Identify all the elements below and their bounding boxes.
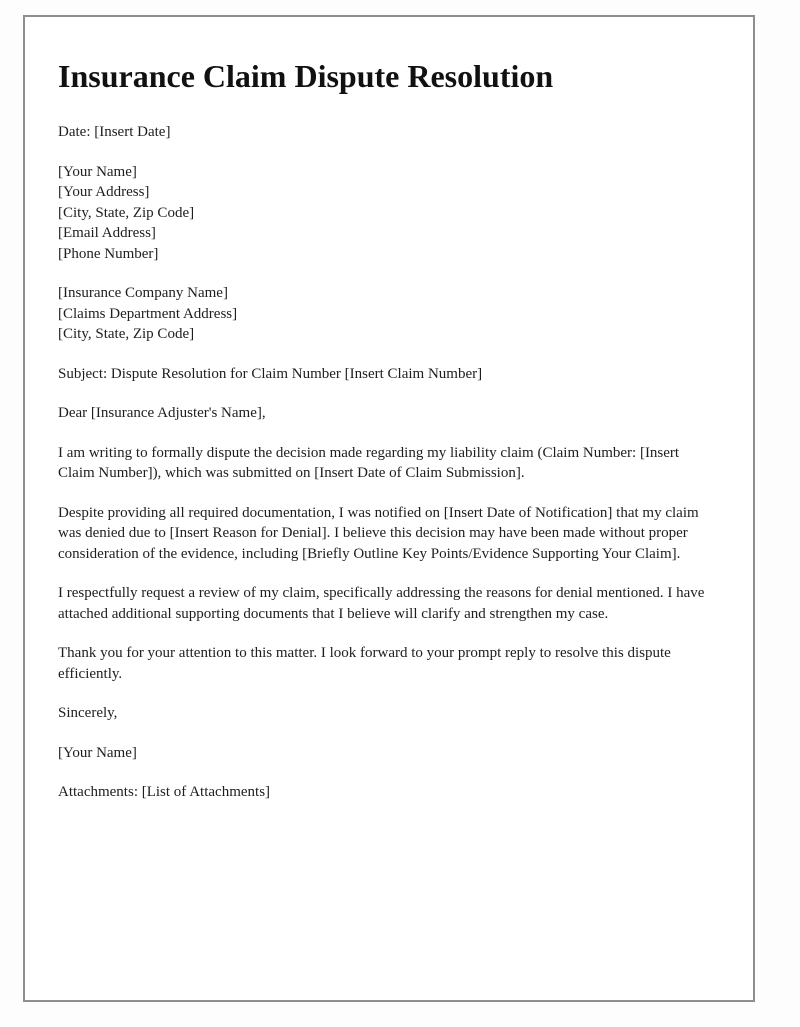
paragraph-text: I respectfully request a review of my claim, specifically addressing the reasons for denial mentioned. I have attached additional supporting documents that I believe will clarify and strengthen my case. [58, 585, 705, 622]
body-paragraph-4 [58, 643, 717, 684]
salutation-block [58, 403, 717, 424]
signature-line: [Your Name] [58, 744, 137, 761]
paragraph-text: Despite providing all required documentation, I was notified on [Insert Date of Notification] that my claim was denied due to [Insert Reason for Denial]. I believe this decision may have been made without proper consideration of the evidence, including [Briefly Outline Key Points/Evidence Supporting Your Claim]. [58, 504, 699, 562]
signature-block [58, 743, 717, 764]
body-paragraph-3 [58, 583, 717, 624]
sender-address-line: [Your Address] [58, 184, 150, 200]
paragraph-text: Thank you for your attention to this matter. I look forward to your prompt reply to resolve this dispute efficiently. [58, 645, 671, 682]
date-line: Date: [Insert Date] [58, 124, 171, 140]
sender-email-line: [Email Address] [58, 225, 156, 241]
sender-phone-line: [Phone Number] [58, 245, 159, 262]
subject-block [58, 364, 717, 385]
paragraph-text: I am writing to formally dispute the decision made regarding my liability claim (Claim Number: [Insert Claim Number]), which was submitted on [Insert Date of Claim Submission]. [58, 444, 680, 481]
date-block [58, 122, 717, 143]
subject-line: Subject: Dispute Resolution for Claim Number [Insert Claim Number] [58, 365, 483, 382]
salutation-line: Dear [Insurance Adjuster's Name], [58, 405, 266, 421]
recipient-address-block [58, 283, 717, 345]
sender-name-line: [Your Name] [58, 163, 137, 180]
closing-line: Sincerely, [58, 705, 118, 721]
recipient-company-line: [Insurance Company Name] [58, 285, 228, 301]
body-paragraph-1 [58, 443, 717, 484]
sender-city-line: [City, State, Zip Code] [58, 204, 195, 221]
closing-block [58, 703, 717, 724]
attachments-block [58, 782, 717, 803]
attachments-line: Attachments: [List of Attachments] [58, 784, 271, 800]
recipient-department-line: [Claims Department Address] [58, 305, 238, 322]
sender-address-block [58, 162, 717, 265]
body-paragraph-2 [58, 503, 717, 565]
letter-title: Insurance Claim Dispute Resolution [58, 58, 554, 94]
letter-page [23, 15, 755, 1002]
recipient-city-line: [City, State, Zip Code] [58, 326, 195, 342]
